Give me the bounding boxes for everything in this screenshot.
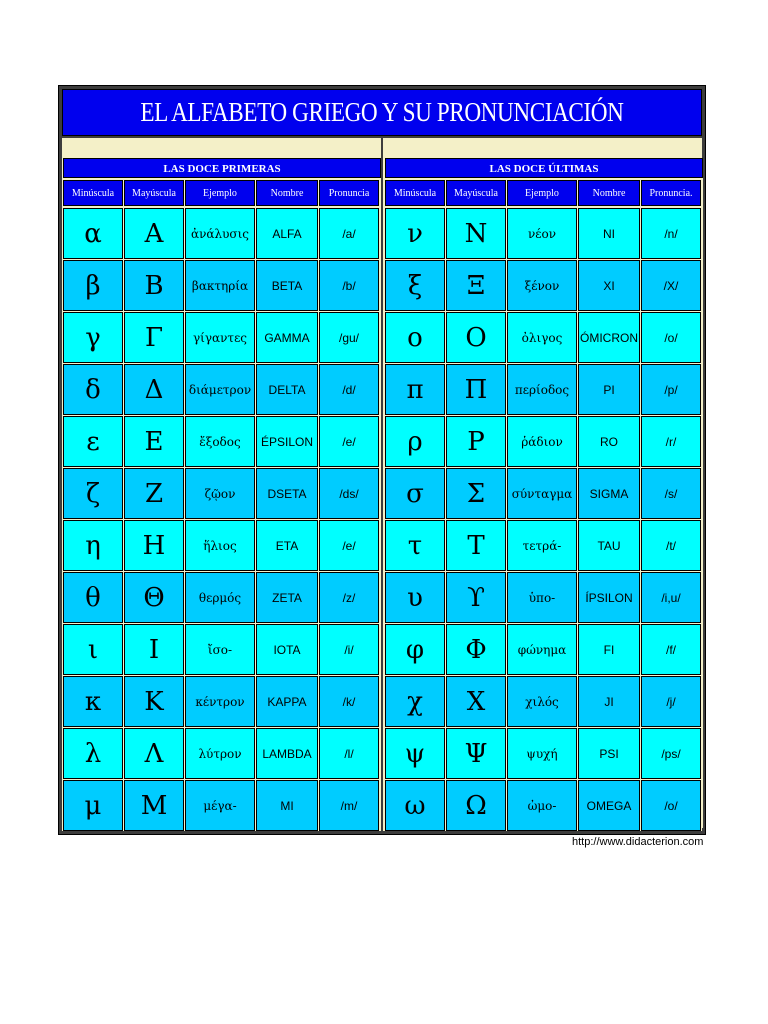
table-row: [385, 312, 703, 363]
example-word: διάμετρον: [185, 364, 255, 415]
panel-first-twelve: [63, 158, 381, 828]
letter-uppercase: Ρ: [446, 416, 506, 467]
example-word: φώνημα: [507, 624, 577, 675]
table-row: [63, 624, 381, 675]
table-row: [63, 468, 381, 519]
letter-lowercase: ω: [385, 780, 445, 831]
column-headers: [385, 180, 703, 206]
letter-uppercase: Ε: [124, 416, 184, 467]
letter-lowercase: ν: [385, 208, 445, 259]
table-row: [63, 208, 381, 259]
column-headers: [63, 180, 381, 206]
table-row: [63, 572, 381, 623]
example-word: ἥλιος: [185, 520, 255, 571]
letter-lowercase: ξ: [385, 260, 445, 311]
letter-name: ÍPSILON: [578, 572, 640, 623]
letter-name: DELTA: [256, 364, 318, 415]
example-word: κέντρον: [185, 676, 255, 727]
pronunciation: /ds/: [319, 468, 379, 519]
table-row: [63, 416, 381, 467]
example-word: ἀνάλυσις: [185, 208, 255, 259]
letter-name: BETA: [256, 260, 318, 311]
column-header-mayuscula: Mayúscula: [446, 180, 506, 206]
letter-name: FI: [578, 624, 640, 675]
pronunciation: /e/: [319, 416, 379, 467]
letter-uppercase: Π: [446, 364, 506, 415]
letter-lowercase: χ: [385, 676, 445, 727]
letter-rows: [385, 208, 703, 831]
table-row: [63, 260, 381, 311]
table-row: [385, 364, 703, 415]
letter-name: ÓMICRON: [578, 312, 640, 363]
pronunciation: /p/: [641, 364, 701, 415]
panel-last-twelve: [385, 158, 703, 828]
letter-name: ETA: [256, 520, 318, 571]
panel-heading: LAS DOCE ÚLTIMAS: [385, 158, 703, 178]
pronunciation: /i,u/: [641, 572, 701, 623]
letter-name: ALFA: [256, 208, 318, 259]
letter-lowercase: μ: [63, 780, 123, 831]
letter-uppercase: Ω: [446, 780, 506, 831]
page-title-text: EL ALFABETO GRIEGO Y SU PRONUNCIACIÓN: [140, 97, 624, 127]
table-row: [385, 572, 703, 623]
letter-uppercase: Ζ: [124, 468, 184, 519]
letter-lowercase: σ: [385, 468, 445, 519]
table-row: [63, 780, 381, 831]
example-word: χιλός: [507, 676, 577, 727]
example-word: ὀλιγος: [507, 312, 577, 363]
letter-uppercase: ϒ: [446, 572, 506, 623]
pronunciation: /z/: [319, 572, 379, 623]
letter-uppercase: Ν: [446, 208, 506, 259]
letter-name: MI: [256, 780, 318, 831]
page-title: [62, 89, 702, 136]
letter-name: GAMMA: [256, 312, 318, 363]
table-row: [385, 416, 703, 467]
letter-uppercase: Ψ: [446, 728, 506, 779]
pronunciation: /t/: [641, 520, 701, 571]
letter-lowercase: π: [385, 364, 445, 415]
column-header-mayuscula: Mayúscula: [124, 180, 184, 206]
letter-lowercase: τ: [385, 520, 445, 571]
pronunciation: /m/: [319, 780, 379, 831]
example-word: λύτρον: [185, 728, 255, 779]
table-row: [63, 676, 381, 727]
pronunciation: /j/: [641, 676, 701, 727]
letter-name: IOTA: [256, 624, 318, 675]
example-word: νέον: [507, 208, 577, 259]
table-row: [385, 468, 703, 519]
example-word: σύνταγμα: [507, 468, 577, 519]
letter-uppercase: Μ: [124, 780, 184, 831]
letter-name: PI: [578, 364, 640, 415]
letter-name: PSI: [578, 728, 640, 779]
letter-name: OMEGA: [578, 780, 640, 831]
example-word: ζῷον: [185, 468, 255, 519]
pronunciation: /r/: [641, 416, 701, 467]
letter-name: SIGMA: [578, 468, 640, 519]
example-word: ξένον: [507, 260, 577, 311]
letter-uppercase: Ι: [124, 624, 184, 675]
example-word: ῥάδιον: [507, 416, 577, 467]
table-row: [385, 260, 703, 311]
letter-lowercase: ι: [63, 624, 123, 675]
letter-name: ÉPSILON: [256, 416, 318, 467]
letter-lowercase: ο: [385, 312, 445, 363]
example-word: ἔξοδος: [185, 416, 255, 467]
example-word: ὑπο-: [507, 572, 577, 623]
letter-uppercase: Β: [124, 260, 184, 311]
column-header-minuscula: Minúscula: [385, 180, 445, 206]
column-header-ejemplo: Ejemplo: [507, 180, 577, 206]
pronunciation: /k/: [319, 676, 379, 727]
letter-uppercase: Λ: [124, 728, 184, 779]
pronunciation: /f/: [641, 624, 701, 675]
example-word: ψυχή: [507, 728, 577, 779]
table-row: [385, 208, 703, 259]
column-header-ejemplo: Ejemplo: [185, 180, 255, 206]
letter-name: LAMBDA: [256, 728, 318, 779]
letter-name: XI: [578, 260, 640, 311]
pronunciation: /b/: [319, 260, 379, 311]
letter-uppercase: Ο: [446, 312, 506, 363]
letter-uppercase: Η: [124, 520, 184, 571]
letter-lowercase: ρ: [385, 416, 445, 467]
letter-lowercase: κ: [63, 676, 123, 727]
letter-uppercase: Σ: [446, 468, 506, 519]
letter-lowercase: δ: [63, 364, 123, 415]
letter-uppercase: Ξ: [446, 260, 506, 311]
pronunciation: /i/: [319, 624, 379, 675]
letter-lowercase: ψ: [385, 728, 445, 779]
pronunciation: /d/: [319, 364, 379, 415]
letter-lowercase: γ: [63, 312, 123, 363]
letter-name: DSETA: [256, 468, 318, 519]
table-row: [63, 728, 381, 779]
table-row: [385, 728, 703, 779]
example-word: γίγαντες: [185, 312, 255, 363]
letter-uppercase: Χ: [446, 676, 506, 727]
letter-rows: [63, 208, 381, 831]
table-row: [63, 312, 381, 363]
column-header-minuscula: Minúscula: [63, 180, 123, 206]
panel-heading: LAS DOCE PRIMERAS: [63, 158, 381, 178]
letter-lowercase: λ: [63, 728, 123, 779]
pronunciation: /l/: [319, 728, 379, 779]
table-row: [385, 624, 703, 675]
example-word: ὠμο-: [507, 780, 577, 831]
pronunciation: /a/: [319, 208, 379, 259]
letter-lowercase: α: [63, 208, 123, 259]
pronunciation: /gu/: [319, 312, 379, 363]
example-word: τετρά-: [507, 520, 577, 571]
letter-uppercase: Α: [124, 208, 184, 259]
pronunciation: /o/: [641, 780, 701, 831]
panel-divider: [381, 138, 383, 831]
pronunciation: /s/: [641, 468, 701, 519]
pronunciation: /n/: [641, 208, 701, 259]
pronunciation: /o/: [641, 312, 701, 363]
table-row: [385, 520, 703, 571]
column-header-nombre: Nombre: [256, 180, 318, 206]
pronunciation: /X/: [641, 260, 701, 311]
example-word: θερμός: [185, 572, 255, 623]
source-url-link[interactable]: http://www.didacterion.com: [572, 836, 704, 848]
letter-uppercase: Φ: [446, 624, 506, 675]
letter-uppercase: Δ: [124, 364, 184, 415]
letter-name: NI: [578, 208, 640, 259]
letter-lowercase: ε: [63, 416, 123, 467]
example-word: βακτηρία: [185, 260, 255, 311]
example-word: ἴσο-: [185, 624, 255, 675]
column-header-pronuncia: Pronuncia: [319, 180, 379, 206]
letter-name: RO: [578, 416, 640, 467]
letter-lowercase: η: [63, 520, 123, 571]
pronunciation: /ps/: [641, 728, 701, 779]
pronunciation: /e/: [319, 520, 379, 571]
letter-uppercase: Θ: [124, 572, 184, 623]
table-row: [63, 364, 381, 415]
letter-name: KAPPA: [256, 676, 318, 727]
letter-name: TAU: [578, 520, 640, 571]
letter-lowercase: ζ: [63, 468, 123, 519]
letter-lowercase: υ: [385, 572, 445, 623]
letter-name: ZETA: [256, 572, 318, 623]
letter-uppercase: Γ: [124, 312, 184, 363]
example-word: περίοδος: [507, 364, 577, 415]
letter-uppercase: Τ: [446, 520, 506, 571]
letter-lowercase: θ: [63, 572, 123, 623]
table-row: [385, 780, 703, 831]
column-header-nombre: Nombre: [578, 180, 640, 206]
example-word: μέγα-: [185, 780, 255, 831]
table-row: [385, 676, 703, 727]
letter-lowercase: β: [63, 260, 123, 311]
letter-uppercase: Κ: [124, 676, 184, 727]
letter-lowercase: φ: [385, 624, 445, 675]
column-header-pronuncia: Pronuncia.: [641, 180, 701, 206]
table-row: [63, 520, 381, 571]
letter-name: JI: [578, 676, 640, 727]
